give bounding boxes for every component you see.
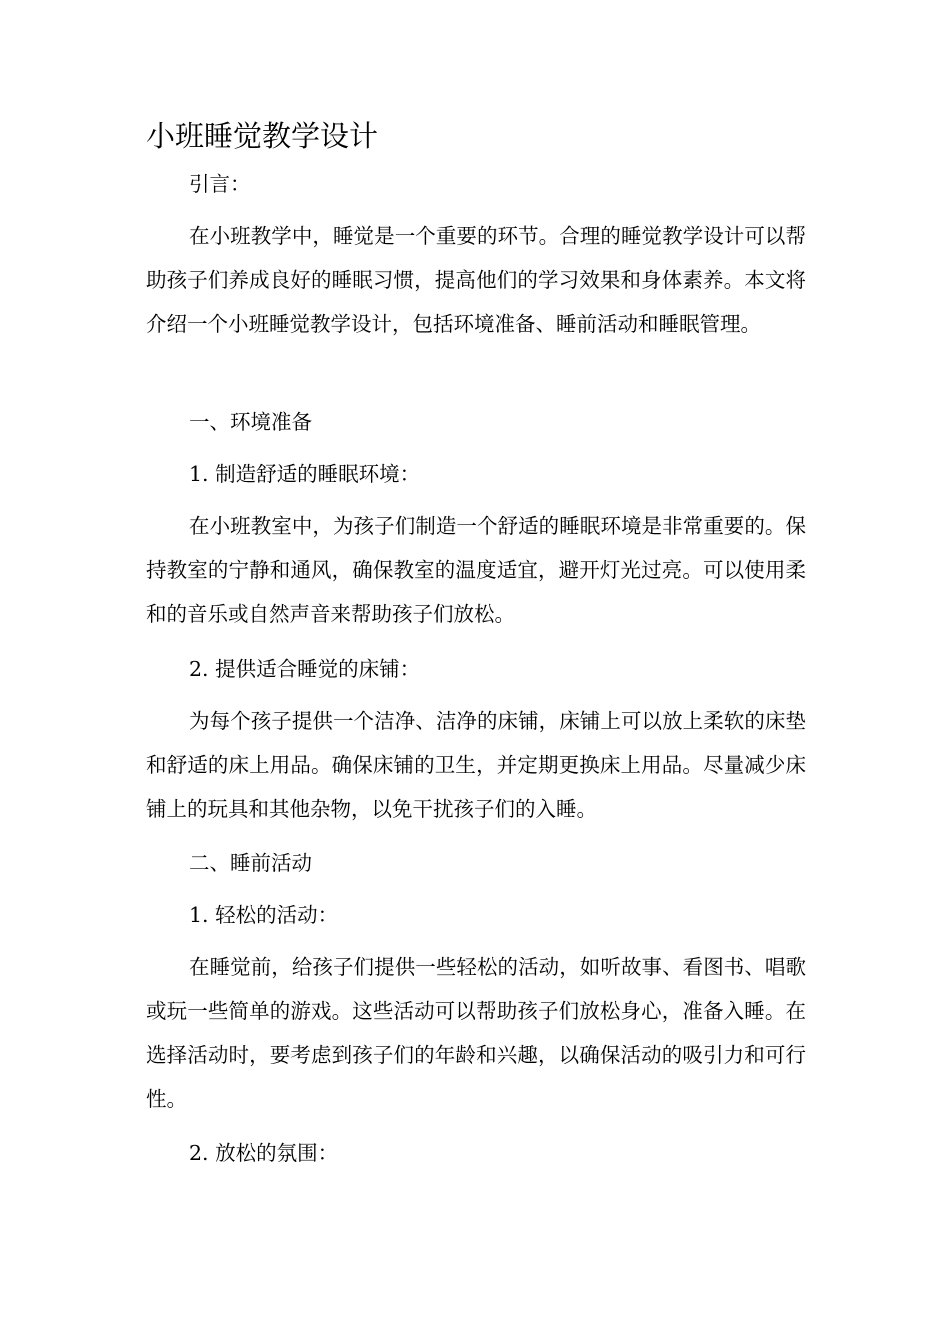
section-1-item-1-paragraph: 在小班教室中，为孩子们制造一个舒适的睡眠环境是非常重要的。保持教室的宁静和通风，确保教室的温度适宜，避开灯光过亮。可以使用柔和的音乐或自然声音来帮助孩子们放松。: [146, 514, 806, 626]
section-2-item-1-paragraph: 在睡觉前，给孩子们提供一些轻松的活动，如听故事、看图书、唱歌或玩一些简单的游戏。这些活动可以帮助孩子们放松身心，准备入睡。在选择活动时，要考虑到孩子们的年龄和兴趣，以确保活动的吸引力和可行性。: [146, 955, 806, 1111]
section-1-heading: 一、环境准备: [189, 410, 312, 434]
section-1-item-1-heading: 1. 制造舒适的睡眠环境：: [189, 462, 421, 486]
intro-paragraph: 在小班教学中，睡觉是一个重要的环节。合理的睡觉教学设计可以帮助孩子们养成良好的睡眠习惯，提高他们的学习效果和身体素养。本文将介绍一个小班睡觉教学设计，包括环境准备、睡前活动和睡眠管理。: [146, 224, 806, 336]
section-2-item-1-heading: 1. 轻松的活动：: [189, 903, 339, 927]
section-2-item-2-heading: 2. 放松的氛围：: [189, 1141, 339, 1165]
intro-label: 引言：: [189, 172, 251, 196]
section-2-heading: 二、睡前活动: [189, 851, 312, 875]
section-1-item-2-paragraph: 为每个孩子提供一个洁净、洁净的床铺，床铺上可以放上柔软的床垫和舒适的床上用品。确保床铺的卫生，并定期更换床上用品。尽量减少床铺上的玩具和其他杂物，以免干扰孩子们的入睡。: [146, 709, 806, 821]
section-1-item-2-heading: 2. 提供适合睡觉的床铺：: [189, 657, 421, 681]
document-title: 小班睡觉教学设计: [146, 119, 379, 153]
